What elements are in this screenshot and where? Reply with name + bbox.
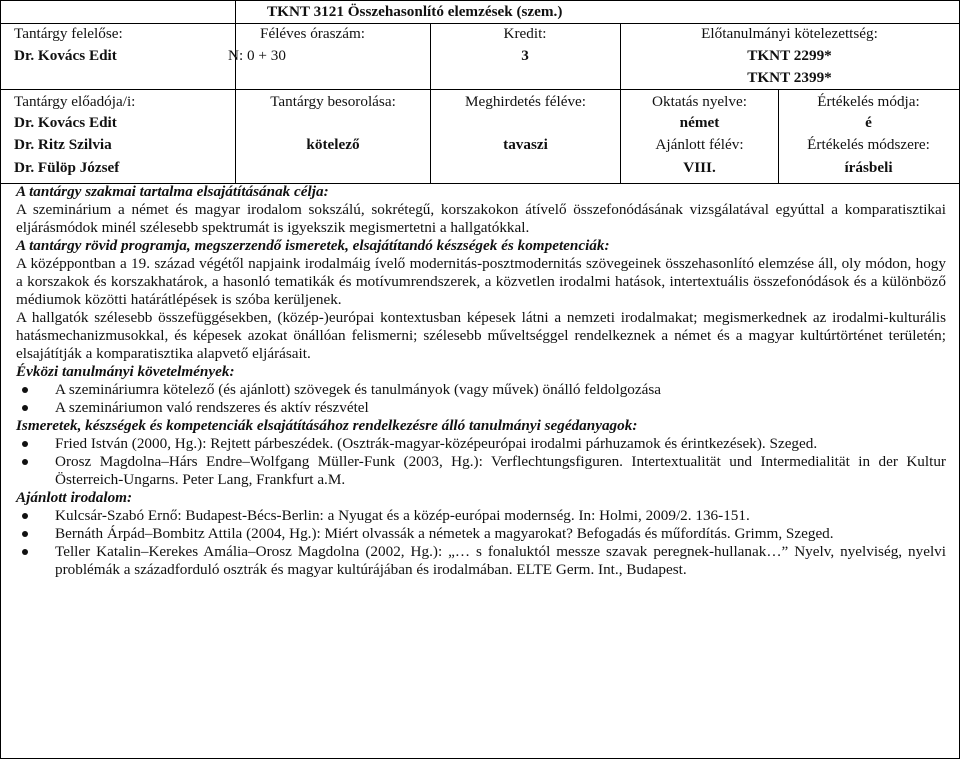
recommended-semester-value: VIII.: [683, 159, 716, 176]
lecturer-name: Dr. Kovács Edit: [14, 114, 117, 131]
hours-value: N: 0 + 30: [228, 47, 286, 64]
credit-label: Kredit:: [503, 25, 547, 42]
evaluation-method-label: Értékelés módszere:: [807, 136, 930, 153]
recommended-title: Ajánlott irodalom:: [16, 489, 133, 506]
lecturer-name: Dr. Ritz Szilvia: [14, 136, 112, 153]
recommended-list: [16, 507, 946, 579]
semester-value: tavaszi: [503, 136, 548, 153]
bullet-icon: [22, 387, 28, 393]
list-item: [16, 543, 946, 579]
prerequisite-value: TKNT 2399*: [747, 69, 832, 86]
program-title: A tantárgy rövid programja, megszerzendő ismeretek, elsajátítandó készségek és kompetenciák:: [16, 237, 610, 254]
evaluation-method-value: írásbeli: [844, 159, 893, 176]
header-divider: [1, 23, 959, 24]
classification-value: kötelező: [306, 136, 360, 153]
classification-label: Tantárgy besorolása:: [270, 93, 396, 110]
course-title: TKNT 3121 Összehasonlító elemzések (szem.): [267, 3, 563, 20]
bullet-icon: [22, 513, 28, 519]
list-item: [16, 399, 946, 417]
bullet-icon: [22, 441, 28, 447]
requirements-list: [16, 381, 946, 417]
list-item-text: A szemináriumra kötelező (és ajánlott) szövegek és tanulmányok (vagy művek) önálló feldolgozása: [55, 381, 662, 398]
evaluation-mode-label: Értékelés módja:: [817, 93, 920, 110]
requirements-title: Évközi tanulmányi követelmények:: [16, 363, 235, 380]
list-item: [16, 453, 946, 489]
list-item: [16, 381, 946, 399]
list-item: [16, 507, 946, 525]
program-text: A hallgatók szélesebb összefüggésekben, (közép-)európai kontextusban képesek látni a nemzeti irodalmakat; megismerkednek az irodalmi-kulturális hatásmechanizmusokkal, és képesek azokat önállóan felismerni; szélesebb műveltséggel rendelkeznek a német és a magyar kultúrtörténet területén; elsajátítják a komparatisztika alapvető eljárásait.: [16, 309, 946, 362]
lecturer-name: Dr. Fülöp József: [14, 159, 120, 176]
materials-title: Ismeretek, készségek és kompetenciák elsajátításához rendelkezésre álló tanulmányi segédanyagok:: [16, 417, 638, 434]
goal-text: A szeminárium a német és magyar irodalom sokszálú, sokrétegű, korszakokon átívelő összefonódásának vizsgálatával egyúttal a komparatisztikai eljárásmódok minél szélesebb spektrumát is igyekszik megismertetni a hallgatókkal.: [16, 201, 946, 236]
semester-label: Meghirdetés féléve:: [464, 93, 587, 110]
list-item-text: Fried István (2000, Hg.): Rejtett párbeszédek. (Osztrák-magyar-középeurópai irodalmi párhuzamok és érintkezések). Szeged.: [55, 435, 818, 452]
bullet-icon: [22, 459, 28, 465]
materials-list: [16, 435, 946, 489]
bullet-icon: [22, 405, 28, 411]
prerequisite-value: TKNT 2299*: [747, 47, 832, 64]
list-item-text: Teller Katalin–Kerekes Amália–Orosz Magdolna (2002, Hg.): „… s fonaluktól messze szavak peregnek-hullanak…” Nyelv, nyelviség, nyelvi problémák a századforduló osztrák és magyar kultúrájában és irodalmában. ELTE Germ. Int., Budapest.: [55, 543, 946, 578]
evaluation-mode-value: é: [865, 114, 872, 131]
hours-label: Féléves óraszám:: [260, 25, 366, 42]
credit-value: 3: [521, 47, 529, 64]
list-item: [16, 435, 946, 453]
recommended-semester-label: Ajánlott félév:: [655, 136, 744, 153]
list-item-text: Kulcsár-Szabó Ernő: Budapest-Bécs-Berlin: a Nyugat és a közép-európai modernség. In: Holmi, 2009/2. 136-151.: [55, 507, 750, 524]
language-value: német: [679, 114, 720, 131]
language-label: Oktatás nyelve:: [652, 93, 747, 110]
program-text: A középpontban a 19. század végétől napjaink irodalmáig ívelő modernitás-posztmodernitás szövegeinek összehasonlító elemzése áll, oly módon, hogy a korszakok és korszakhatárok, a hasonló tematikák és motívumrendszerek, a közvetlen irodalmi hatások, intertextuális összefonódások és a különböző médiumok közötti határátlépések is szóba kerüljenek.: [16, 255, 946, 308]
bullet-icon: [22, 549, 28, 555]
lecturers-label: Tantárgy előadója/i:: [14, 93, 136, 110]
list-item-text: Orosz Magdolna–Hárs Endre–Wolfgang Müller-Funk (2003, Hg.): Verflechtungsfiguren. Intertextualität und Intermedialität in der Kultur Österreich-Ungarns. Peter Lang, Frankfurt a.M.: [55, 453, 946, 488]
list-item-text: A szemináriumon való rendszeres és aktív részvétel: [55, 399, 369, 416]
responsible-name: Dr. Kovács Edit: [14, 47, 117, 64]
course-body: [16, 183, 946, 579]
bullet-icon: [22, 531, 28, 537]
column-divider: [235, 1, 236, 183]
header-divider: [1, 89, 959, 90]
list-item-text: Bernáth Árpád–Bombitz Attila (2004, Hg.): Miért olvassák a németek a magyarokat? Befogadás és műfordítás. Grimm, Szeged.: [55, 525, 834, 542]
responsible-label: Tantárgy felelőse:: [14, 25, 123, 42]
prerequisite-label: Előtanulmányi kötelezettség:: [701, 25, 878, 42]
goal-title: A tantárgy szakmai tartalma elsajátításának célja:: [16, 183, 329, 200]
list-item: [16, 525, 946, 543]
